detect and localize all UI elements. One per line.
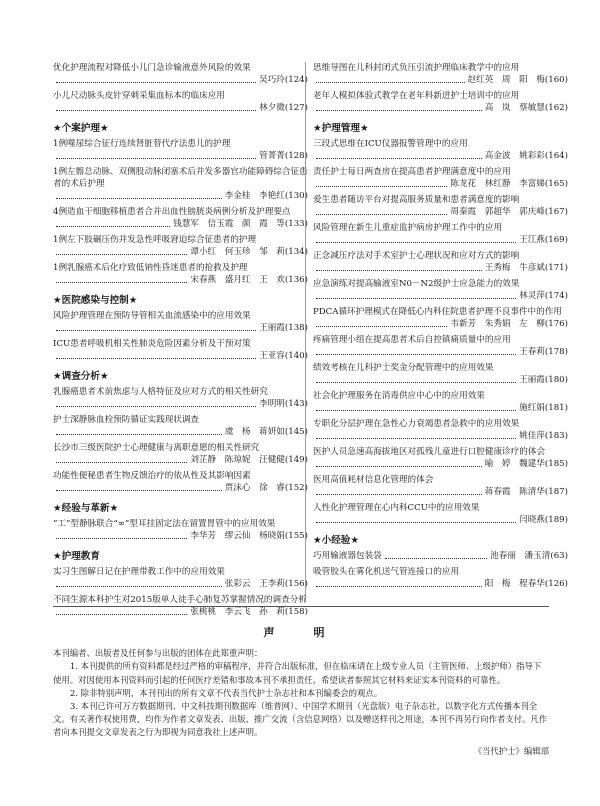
toc-entry-title: 绩效考核在儿科护士奖金分配管理中的应用效果 bbox=[313, 363, 494, 373]
toc-entry[interactable] bbox=[313, 90, 568, 114]
toc-entry[interactable] bbox=[313, 334, 568, 358]
toc-entry[interactable] bbox=[53, 262, 308, 286]
toc-entry-page: (185) bbox=[544, 459, 568, 469]
leader-dots bbox=[56, 358, 256, 359]
toc-entry-page: (140) bbox=[284, 351, 308, 361]
toc-entry-authors: 王亚容 bbox=[259, 351, 285, 361]
leader-dots bbox=[316, 298, 516, 299]
toc-entry-authors: 王秀梅 牛彦斌 bbox=[484, 263, 545, 273]
leader-dots bbox=[56, 434, 222, 435]
toc-entry-authors: 虞 杨 蒋妍如 bbox=[224, 427, 285, 437]
toc-entry-page: (143) bbox=[284, 399, 308, 409]
toc-entry[interactable] bbox=[53, 470, 308, 494]
toc-entry-title: 长沙市三级医院护士心理健康与离职意愿的相关性研究 bbox=[53, 443, 260, 453]
leader-dots bbox=[316, 110, 482, 111]
toc-entry-authors: 管菁菁 bbox=[259, 151, 285, 161]
toc-entry-title: 4例造血干细胞移植患者合并出血性膀胱炎病例分析及护理要点 bbox=[53, 207, 291, 217]
toc-left-column bbox=[53, 62, 308, 622]
leader-dots bbox=[56, 110, 256, 111]
leader-dots bbox=[316, 270, 482, 271]
leader-dots bbox=[316, 186, 447, 187]
toc-entry[interactable] bbox=[313, 550, 568, 562]
leader-dots bbox=[56, 158, 256, 159]
toc-entry[interactable] bbox=[53, 338, 308, 362]
toc-entry[interactable] bbox=[53, 518, 308, 542]
toc-entry-authors: 谭小红 何玉珍 邹 莉 bbox=[190, 247, 285, 257]
toc-entry-authors: 周秦霞 郭超华 郭庆峰 bbox=[450, 207, 545, 217]
leader-dots bbox=[56, 490, 222, 491]
statement-item-3: 3. 本刊已许可万方数据期刊、中文科技期刊数据库（维普网）、中国学术期刊（光盘版）电子杂志社，以数字化方式传播本刊全文。有关著作权使用费，均作为作者文章发表、出版、推广交流（含信息网络）以及赠送样刊之用途，本刊不再另行向作者支付。凡作者向本刊提交文章发表之行为即视为同意我社上述声明。 bbox=[53, 701, 548, 738]
leader-dots bbox=[316, 214, 447, 215]
leader-dots bbox=[316, 158, 482, 159]
toc-entry-authors: 宋春燕 盛月红 王 欢 bbox=[190, 275, 285, 285]
section-heading: ★经验与革新★ bbox=[53, 503, 119, 514]
section-heading: ★医院感染与控制★ bbox=[53, 295, 138, 306]
leader-dots bbox=[316, 586, 482, 587]
leader-dots bbox=[316, 82, 465, 83]
toc-entry-title: 优化护理流程对降低小儿门急诊输液意外风险的效果 bbox=[53, 63, 251, 73]
toc-entry[interactable] bbox=[53, 386, 308, 410]
toc-entry-title: ICU患者呼吸机相关性肺炎危险因素分析及干预对策 bbox=[53, 339, 251, 349]
statement-item-1: 1. 本刊提供的所有资料都是经过严格的审稿程序，并符合出版标准，但在临床请在上级专业人员（主管医师、上级护师）指导下使用。对因使用本刊资料而引起的任何医疗差错和事故本刊不承担责任。希望读者参照其它材料来证实本刊资料的可靠性。 bbox=[53, 661, 542, 685]
toc-entry-page: (181) bbox=[544, 403, 568, 413]
toc-entry[interactable] bbox=[53, 90, 308, 114]
toc-entry-page: (138) bbox=[284, 323, 308, 333]
toc-entry-title: 医护人员急速高海拔地区对孤残儿童进行口腔健康诊疗的体会 bbox=[313, 447, 546, 457]
toc-entry-title: 社会化护理服务在消毒供应中心中的应用效果 bbox=[313, 391, 485, 401]
toc-entry-authors: 李明明 bbox=[259, 399, 285, 409]
toc-entry[interactable] bbox=[53, 234, 308, 258]
toc-entry-authors: 王丽霞 bbox=[519, 375, 545, 385]
leader-dots bbox=[56, 538, 187, 539]
toc-entry-title: 功能性便秘患者生物反馈治疗的依从性及其影响因素 bbox=[53, 471, 251, 481]
toc-entry-authors: 施红娟 bbox=[519, 403, 545, 413]
leader-dots bbox=[385, 558, 487, 559]
toc-entry-page: (63) bbox=[550, 551, 568, 561]
statement-block bbox=[53, 626, 549, 758]
toc-entry-page: (134) bbox=[284, 247, 308, 257]
toc-entry[interactable] bbox=[313, 250, 568, 274]
toc-entry-title: 风险管理在新生儿重症监护病房护理工作中的应用 bbox=[313, 223, 503, 233]
toc-entry[interactable] bbox=[53, 442, 308, 466]
toc-entry-authors: 姚佳萍 bbox=[519, 431, 545, 441]
toc-entry-authors: 吴巧玲 bbox=[259, 75, 285, 85]
toc-entry-title: 责任护士每日两查房在提高患者护理满意度中的应用 bbox=[313, 167, 511, 177]
statement-heading: 声 明 bbox=[263, 626, 339, 639]
toc-entry-title: 1例噬尿综合征行连续肾脏替代疗法患儿的护理 bbox=[53, 139, 231, 149]
section-heading: ★小经验★ bbox=[313, 535, 359, 546]
toc-entry-page: (167) bbox=[544, 207, 568, 217]
leader-dots bbox=[316, 326, 447, 327]
toc-entry-authors: 高金波 姚彩彩 bbox=[484, 151, 545, 161]
leader-dots bbox=[316, 522, 516, 523]
leader-dots bbox=[56, 198, 222, 199]
toc-entry-authors: 陈龙花 林红静 李富娣 bbox=[450, 179, 545, 189]
toc-entry-title: “工”型静脉联合“∞”型耳挂固定法在留置胃管中的应用效果 bbox=[53, 519, 276, 529]
toc-entry-title: 护士深静脉血栓预防循证实践现状调查 bbox=[53, 415, 200, 425]
toc-entry-page: (156) bbox=[284, 579, 308, 589]
statement-item-2: 2. 除非特别声明，本刊刊出的所有文章不代表当代护士杂志社和本刊编委会的观点。 bbox=[70, 687, 383, 698]
toc-entry[interactable] bbox=[313, 138, 568, 162]
toc-entry-title: 应急演练对提高输液室N0－N2级护士应急能力的效果 bbox=[313, 279, 520, 289]
toc-entry-page: (176) bbox=[544, 319, 568, 329]
toc-entry-page: (149) bbox=[284, 455, 308, 465]
toc-entry-page: (155) bbox=[284, 531, 308, 541]
toc-entry-authors: 喻 婷 魏建华 bbox=[484, 459, 545, 469]
statement-intro: 本刊编者、出版者及任何参与出版的团体在此郑重声明： bbox=[53, 648, 263, 659]
toc-entry-page: (158) bbox=[284, 607, 308, 617]
toc-entry-authors: 张彩云 王李莉 bbox=[224, 579, 285, 589]
toc-entry-authors: 李金桂 李艳红 bbox=[224, 191, 285, 201]
toc-entry-authors: 王丽霞 bbox=[259, 323, 285, 333]
leader-dots bbox=[316, 382, 516, 383]
toc-entry-page: (169) bbox=[544, 235, 568, 245]
toc-entry-title: 人性化护理管理在心内科CCU中的应用效果 bbox=[313, 503, 480, 513]
toc-entry-authors: 林灵萍 bbox=[519, 291, 545, 301]
section-heading: ★护理管理★ bbox=[313, 123, 369, 134]
leader-dots bbox=[56, 462, 187, 463]
toc-entry[interactable] bbox=[313, 306, 568, 330]
toc-entry-page: (164) bbox=[544, 151, 568, 161]
toc-entry-authors: 李华芳 缪云仙 杨晓娟 bbox=[190, 531, 285, 541]
toc-entry[interactable] bbox=[313, 418, 568, 442]
toc-entry-authors: 池春丽 潘玉清 bbox=[490, 551, 551, 561]
statement-signature: 《当代护士》编辑部 bbox=[473, 745, 549, 756]
toc-entry-authors: 林夕微 bbox=[259, 103, 285, 113]
toc-entry-page: (145) bbox=[284, 427, 308, 437]
toc-entry-page: (187) bbox=[544, 487, 568, 497]
toc-entry-title: 小儿尺动脉头皮针穿刺采集血标本的临床应用 bbox=[53, 91, 225, 101]
toc-entry-title: 不同生源本科护生对2015版单人徒手心肺复苏掌握情况的调查分析 bbox=[53, 595, 307, 605]
toc-entry[interactable] bbox=[313, 474, 568, 498]
toc-entry-page: (165) bbox=[544, 179, 568, 189]
toc-entry-authors: 赵红英 周 阳 梅 bbox=[467, 75, 545, 85]
toc-entry-page: (160) bbox=[544, 75, 568, 85]
toc-entry-authors: 王江燕 bbox=[519, 235, 545, 245]
toc-entry[interactable] bbox=[313, 390, 568, 414]
column-divider bbox=[305, 62, 306, 602]
toc-entry[interactable] bbox=[53, 566, 308, 590]
leader-dots bbox=[316, 438, 516, 439]
toc-entry[interactable] bbox=[53, 206, 308, 230]
toc-entry-title: 实习生图解日记在护理带教工作中的应用效果 bbox=[53, 567, 225, 577]
toc-entry-title: 巧用输液器包装袋 bbox=[313, 551, 382, 561]
toc-entry-title: 正念减压疗法对手术室护士心理状况和应对方式的影响 bbox=[313, 251, 520, 261]
leader-dots bbox=[316, 354, 516, 355]
toc-entry-title: 三段式思维在ICU仪器报警管理中的应用 bbox=[313, 139, 468, 149]
leader-dots bbox=[316, 466, 482, 467]
toc-entry-title: 疼痛管理小组在提高患者术后自控镇痛质量中的应用 bbox=[313, 335, 511, 345]
toc-entry[interactable] bbox=[53, 138, 308, 162]
toc-entry[interactable] bbox=[53, 310, 308, 334]
toc-entry-page: (126) bbox=[544, 579, 568, 589]
toc-entry[interactable] bbox=[313, 362, 568, 386]
toc-entry-title: 1例左下肢碾压伤并发急性呼吸窘迫综合征患者的护理 bbox=[53, 235, 257, 245]
toc-entry-page: (178) bbox=[544, 347, 568, 357]
toc-entry-page: (124) bbox=[284, 75, 308, 85]
toc-entry[interactable] bbox=[313, 446, 568, 470]
toc-entry-title: 风险护理管理在预防导管相关血流感染中的应用效果 bbox=[53, 311, 251, 321]
toc-entry[interactable] bbox=[53, 166, 308, 202]
toc-entry-title: 专职化分层护理在急性心力衰竭患者急救中的应用效果 bbox=[313, 419, 520, 429]
leader-dots bbox=[316, 410, 516, 411]
toc-entry-authors: 贾沫心 徐 睿 bbox=[224, 483, 285, 493]
toc-right-column bbox=[313, 62, 568, 594]
toc-entry-page: (171) bbox=[544, 263, 568, 273]
toc-entry-title: 1例左髂总动脉、双侧股动脉闭塞术后并发多器官功能障碍综合征患者的术后护理 bbox=[53, 167, 308, 189]
toc-entry-title: 吸管胶头在雾化机送气管连接口的应用 bbox=[313, 567, 460, 577]
leader-dots bbox=[56, 282, 187, 283]
toc-entry-page: (183) bbox=[544, 431, 568, 441]
leader-dots bbox=[56, 226, 170, 227]
toc-entry-title: 1例乳腺癌术后化疗致低钠性昏迷患者的抢救及护理 bbox=[53, 263, 248, 273]
leader-dots bbox=[56, 586, 222, 587]
toc-entry-authors: 钱慧军 信玉霞 颜 霞 等 bbox=[173, 219, 285, 229]
toc-entry-page: (152) bbox=[284, 483, 308, 493]
toc-entry-authors: 张桃桃 李云飞 孙 莉 bbox=[190, 607, 285, 617]
toc-entry-authors: 刘芷静 陈琼妮 汪健健 bbox=[190, 455, 285, 465]
leader-dots bbox=[56, 330, 256, 331]
toc-entry-page: (133) bbox=[284, 219, 308, 229]
toc-entry[interactable] bbox=[53, 414, 308, 438]
toc-entry-title: 医用高值耗材信息化管理的体会 bbox=[313, 475, 434, 485]
leader-dots bbox=[56, 82, 256, 83]
toc-entry-authors: 蒋春霞 陈清华 bbox=[484, 487, 545, 497]
section-heading: ★调查分析★ bbox=[53, 371, 109, 382]
toc-entry[interactable] bbox=[313, 566, 568, 590]
toc-entry-page: (136) bbox=[284, 275, 308, 285]
toc-entry[interactable] bbox=[313, 194, 568, 218]
toc-entry-authors: 高 岚 蔡敏慧 bbox=[484, 103, 545, 113]
leader-dots bbox=[316, 242, 516, 243]
toc-entry-page: (180) bbox=[544, 375, 568, 385]
section-heading: ★个案护理★ bbox=[53, 123, 109, 134]
toc-entry-page: (174) bbox=[544, 291, 568, 301]
leader-dots bbox=[56, 406, 256, 407]
toc-entry-authors: 韦新芳 朱秀娟 左 柳 bbox=[450, 319, 545, 329]
leader-dots bbox=[316, 494, 482, 495]
toc-entry-authors: 王春莉 bbox=[519, 347, 545, 357]
toc-entry-page: (127) bbox=[284, 103, 308, 113]
toc-entry[interactable] bbox=[313, 502, 568, 526]
toc-entry[interactable] bbox=[313, 62, 568, 86]
leader-dots bbox=[56, 254, 187, 255]
toc-entry-page: (189) bbox=[544, 515, 568, 525]
toc-entry-page: (162) bbox=[544, 103, 568, 113]
toc-entry-title: 爱生患者随访平台对提高服务质量和患者满意度的影响 bbox=[313, 195, 520, 205]
toc-entry-page: (130) bbox=[284, 191, 308, 201]
toc-entry-authors: 阳 梅 程春华 bbox=[484, 579, 545, 589]
toc-entry-title: PDCA循环护理模式在降低心内科住院患者护理不良事件中的作用 bbox=[313, 307, 562, 317]
toc-entry[interactable] bbox=[53, 62, 308, 86]
toc-bottom-rule bbox=[53, 606, 549, 607]
toc-entry-page: (128) bbox=[284, 151, 308, 161]
toc-entry-title: 老年人模拟体验式教学在老年科新进护士培训中的应用 bbox=[313, 91, 520, 101]
toc-entry-authors: 闫晓燕 bbox=[519, 515, 545, 525]
toc-entry[interactable] bbox=[313, 278, 568, 302]
toc-entry-title: 思维导图在儿科封闭式负压引流护理临床教学中的应用 bbox=[313, 63, 520, 73]
section-heading: ★护理教育 bbox=[53, 551, 100, 562]
toc-entry[interactable] bbox=[313, 222, 568, 246]
leader-dots bbox=[56, 614, 187, 615]
toc-entry-title: 乳腺癌患者术前焦虑与人格特征及应对方式的相关性研究 bbox=[53, 387, 268, 397]
toc-entry[interactable] bbox=[313, 166, 568, 190]
